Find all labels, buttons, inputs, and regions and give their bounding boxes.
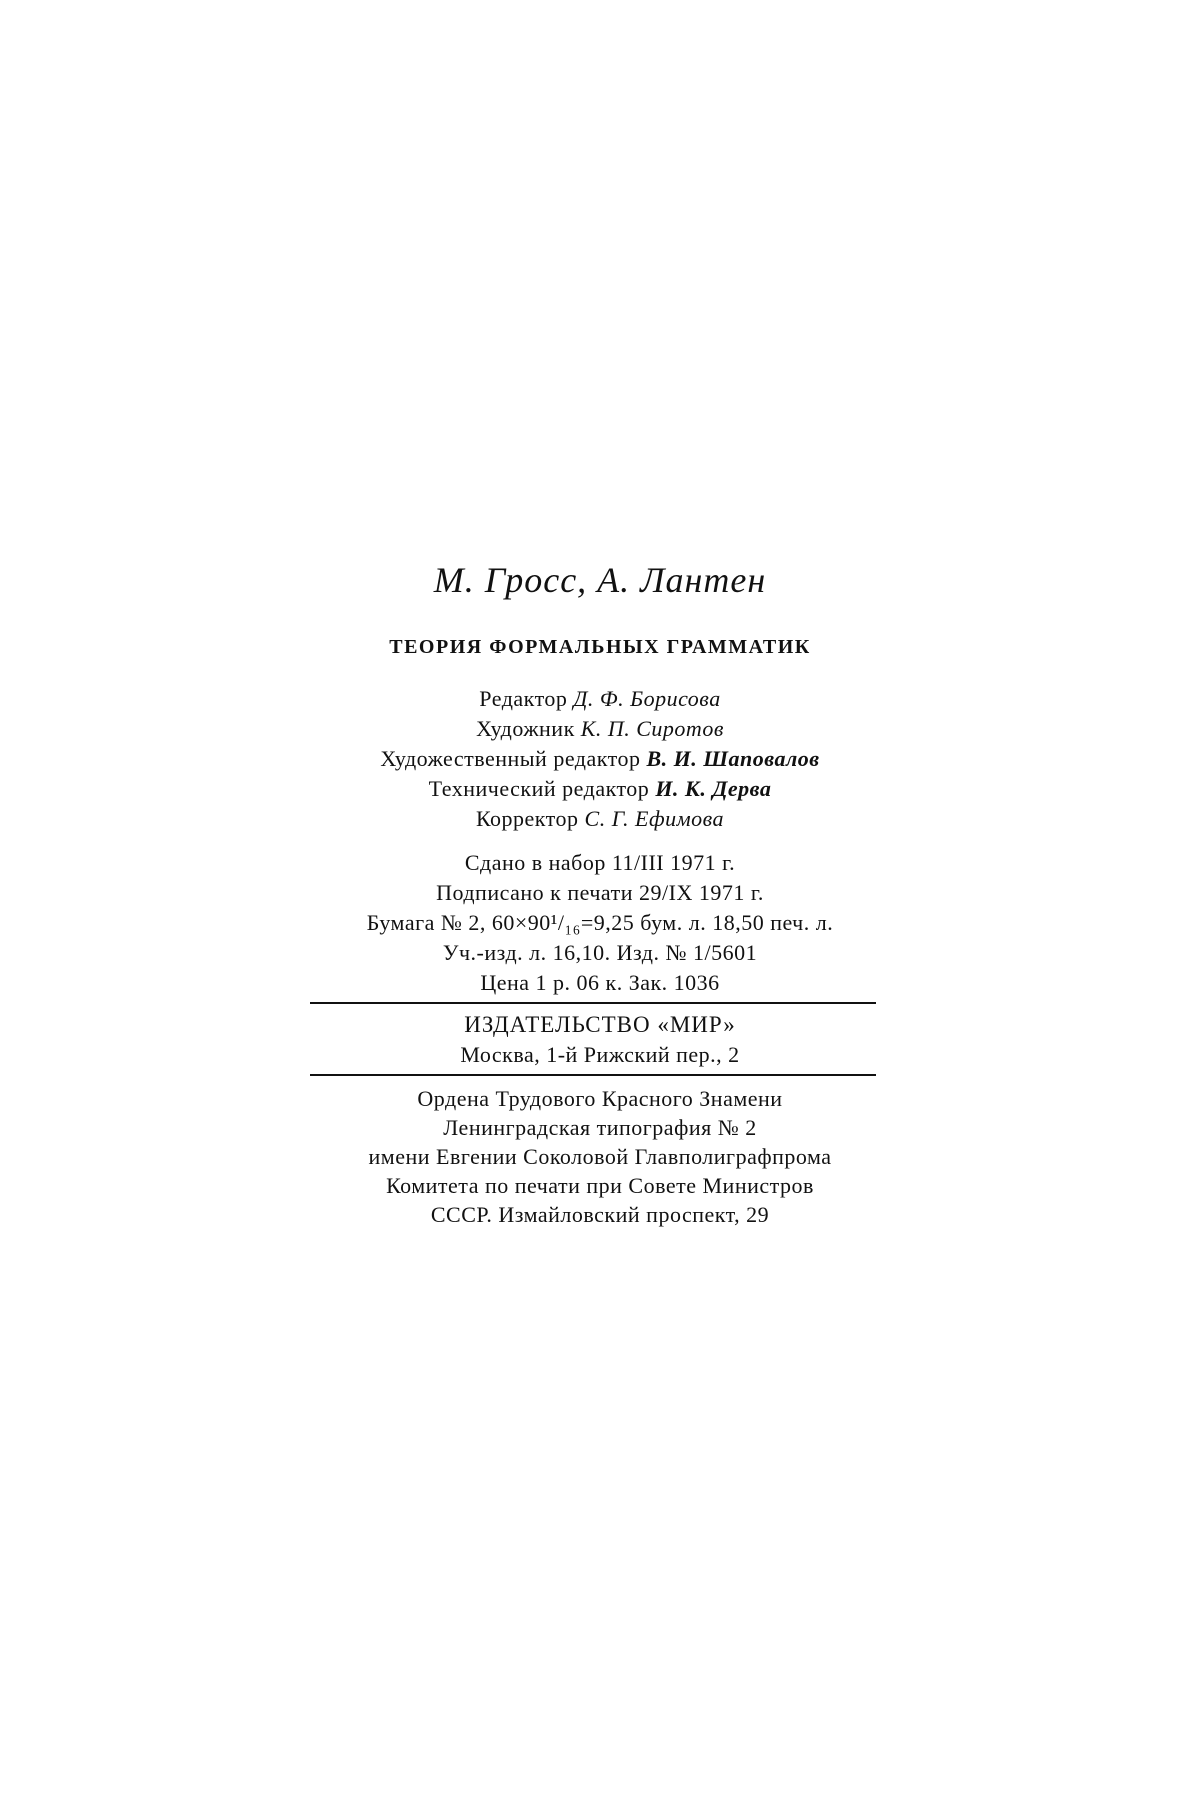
credit-person: И. К. Дерва [655, 776, 772, 801]
credit-role: Художник [476, 716, 575, 741]
credit-artist [0, 718, 1200, 740]
credit-person: В. И. Шаповалов [646, 746, 820, 771]
publisher-name: ИЗДАТЕЛЬСТВО «МИР» [464, 1012, 736, 1037]
printer-line: Комитета по печати при Совете Министров [386, 1173, 814, 1198]
credit-person: Д. Ф. Борисова [573, 686, 721, 711]
printer-line: Ленинградская типография № 2 [443, 1115, 757, 1140]
credit-role: Редактор [479, 686, 568, 711]
price-order: Цена 1 р. 06 к. Зак. 1036 [480, 970, 720, 995]
publisher-address: Москва, 1-й Рижский пер., 2 [460, 1042, 740, 1067]
credit-role: Технический редактор [428, 776, 650, 801]
credit-person: К. П. Сиротов [580, 716, 724, 741]
edition-number: Уч.-изд. л. 16,10. Изд. № 1/5601 [442, 940, 758, 965]
typeset-date: Сдано в набор 11/III 1971 г. [464, 850, 736, 875]
signed-date: Подписано к печати 29/IX 1971 г. [436, 880, 764, 905]
divider-top [310, 1002, 876, 1004]
credit-editor [0, 688, 1200, 710]
credit-proofreader [0, 808, 1200, 830]
book-authors: М. Гросс, А. Лантен [433, 560, 767, 600]
book-title: ТЕОРИЯ ФОРМАЛЬНЫХ ГРАММАТИК [389, 636, 811, 658]
printer-line: имени Евгении Соколовой Главполиграфпрома [368, 1144, 832, 1169]
credit-tech-editor [0, 778, 1200, 800]
paper-format: Бумага № 2, 60×90¹/₁₆=9,25 бум. л. 18,50 печ. л. [366, 910, 834, 935]
credit-role: Художественный редактор [380, 746, 641, 771]
credit-role: Корректор [475, 806, 579, 831]
credit-art-editor [0, 748, 1200, 770]
divider-bottom [310, 1074, 876, 1076]
printer-line: Ордена Трудового Красного Знамени [417, 1086, 783, 1111]
printer-line: СССР. Измайловский проспект, 29 [430, 1202, 770, 1227]
credit-person: С. Г. Ефимова [584, 806, 725, 831]
